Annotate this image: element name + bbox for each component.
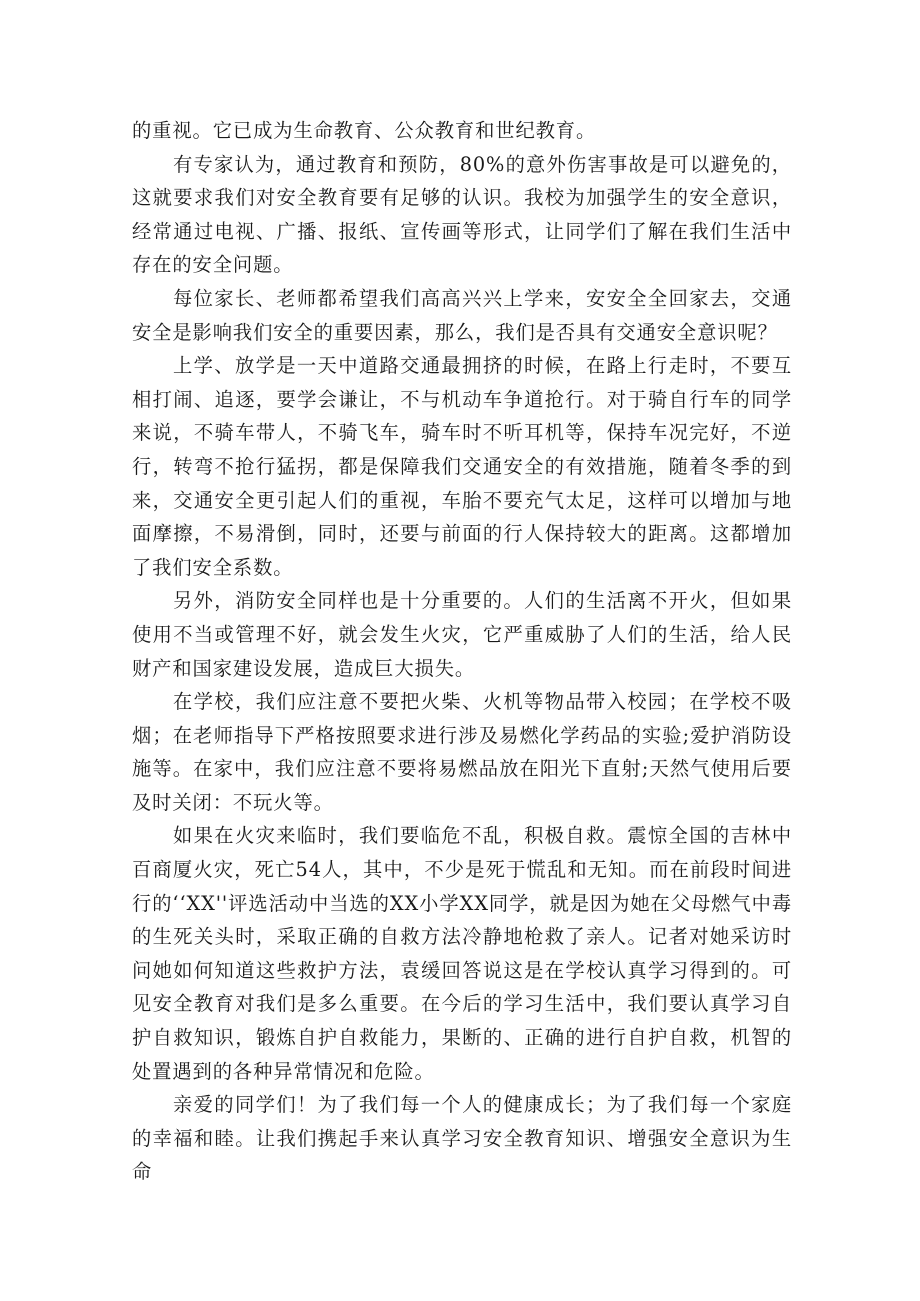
paragraph-self-rescue: 如果在火灾来临时，我们要临危不乱，积极自救。震惊全国的吉林中百商厦火灾，死亡54人，其中，不少是死于慌乱和无知。而在前段时间进行的‘‘XX''评选活动中当选的XX小学XX同学，就是因为她在父母燃气中毒的生死关头时，采取正确的自救方法冷静地枪救了亲人。记者对她采访时问她如何知道这些救护方法，袁缓回答说这是在学校认真学习得到的。可见安全教育对我们是多么重要。在今后的学习生活中，我们要认真学习自护自救知识，锻炼自护自救能力，果断的、正确的进行自护自救，机智的处置遇到的各种异常情况和危险。 — [132, 824, 792, 1083]
paragraph-fire-safety: 另外，消防安全同样也是十分重要的。人们的生活离不开火，但如果使用不当或管理不好，就会发生火灾，它严重威胁了人们的生活，给人民财产和国家建设发展，造成巨大损失。 — [132, 589, 792, 680]
paragraph-parents-hope: 每位家长、老师都希望我们高高兴兴上学来，安安全全回家去，交通安全是影响我们安全的重要因素，那么，我们是否具有交通安全意识呢？ — [132, 286, 792, 344]
paragraph-traffic-safety: 上学、放学是一天中道路交通最拥挤的时候，在路上行走时，不要互相打闹、追逐，要学会谦让，不与机动车争道抢行。对于骑自行车的同学来说，不骑车带人，不骑飞车，骑车时不听耳机等，保持车况完好，不逆行，转弯不抢行猛拐，都是保障我们交通安全的有效措施，随着冬季的到来，交通安全更引起人们的重视，车胎不要充气太足，这样可以增加与地面摩擦，不易滑倒，同时，还要与前面的行人保持较大的距离。这都增加了我们安全系数。 — [132, 354, 792, 579]
paragraph-closing-appeal: 亲爱的同学们！为了我们每一个人的健康成长；为了我们每一个家庭的幸福和睦。让我们携起手来认真学习安全教育知识、增强安全意识为生命 — [132, 1093, 792, 1184]
paragraph-school-fire-rules: 在学校，我们应注意不要把火柴、火机等物品带入校园；在学校不吸烟；在老师指导下严格按照要求进行涉及易燃化学药品的实验;爱护消防设施等。在家中，我们应注意不要将易燃品放在阳光下直射;天然气使用后要及时关闭：不玩火等。 — [132, 690, 792, 814]
document-body — [132, 114, 792, 1189]
paragraph-continued: 的重视。它已成为生命教育、公众教育和世纪教育。 — [132, 119, 597, 142]
paragraph-expert-opinion: 有专家认为，通过教育和预防，80%的意外伤害事故是可以避免的，这就要求我们对安全教育要有足够的认识。我校为加强学生的安全意识，经常通过电视、广播、报纸、宣传画等形式，让同学们了解在我们生活中存在的安全问题。 — [132, 152, 792, 277]
